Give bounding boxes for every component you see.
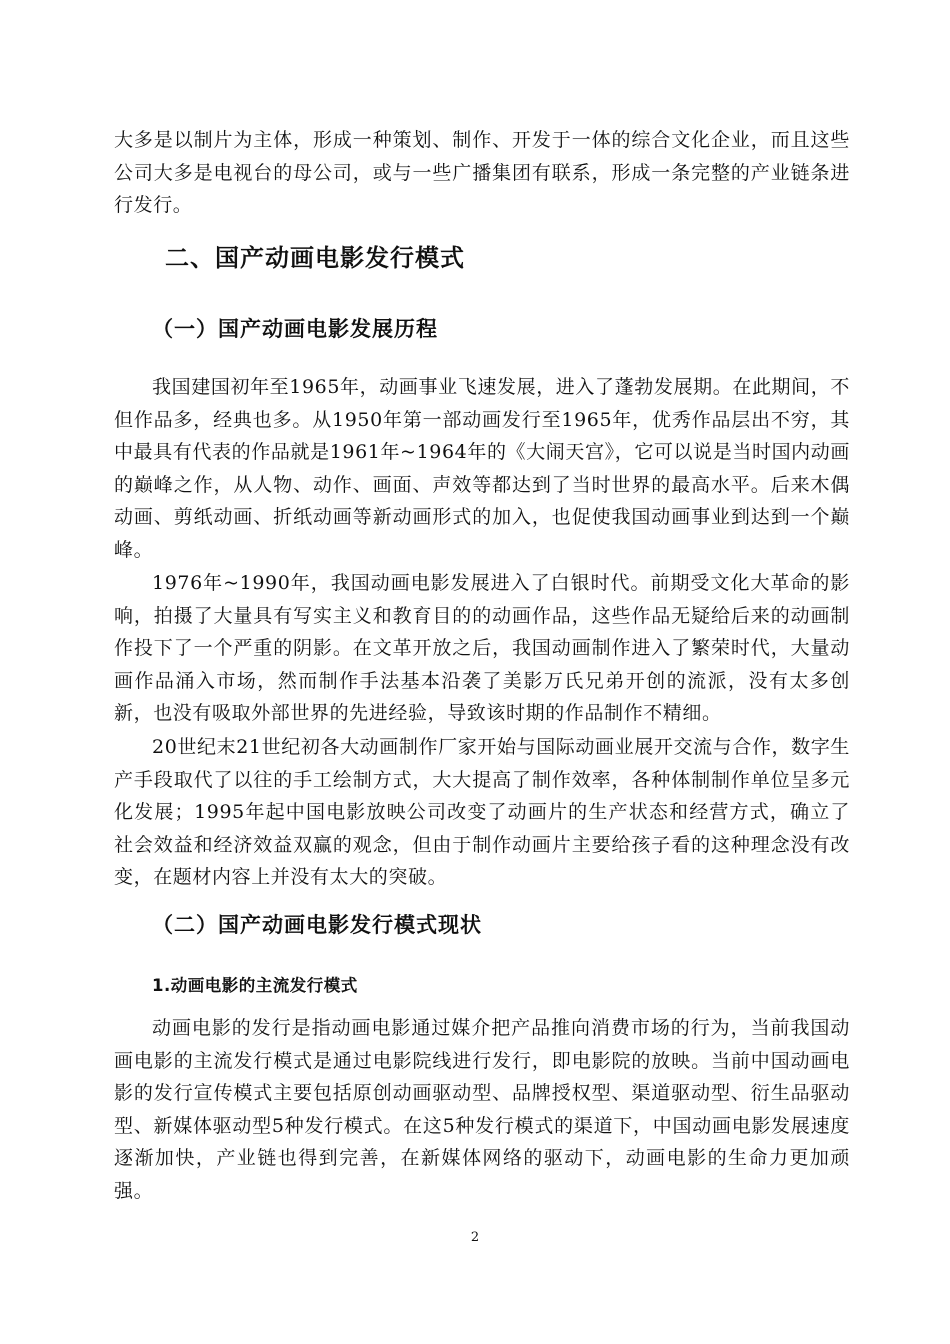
body-paragraph: 20世纪末21世纪初各大动画制作厂家开始与国际动画业展开交流与合作，数字生产手段取代了以往的手工绘制方式，大大提高了制作效率，各种体制制作单位呈多元化发展；1995年起中国电影放映公司改变了动画片的生产状态和经营方式，确立了社会效益和经济效益双赢的观念，但由于制作动画片主要给孩子看的这种理念没有改变，在题材内容上并没有太大的突破。 xyxy=(114,736,850,889)
section-heading: 二、国产动画电影发行模式 xyxy=(165,244,465,272)
item-heading: 1.动画电影的主流发行模式 xyxy=(152,976,358,995)
page-number: 2 xyxy=(470,1230,480,1245)
body-paragraph: 动画电影的发行是指动画电影通过媒介把产品推向消费市场的行为，当前我国动画电影的主流发行模式是通过电影院线进行发行，即电影院的放映。当前中国动画电影的发行宣传模式主要包括原创动画驱动型、品牌授权型、渠道驱动型、衍生品驱动型、新媒体驱动型5种发行模式。在这5种发行模式的渠道下，中国动画电影发展速度逐渐加快，产业链也得到完善，在新媒体网络的驱动下，动画电影的生命力更加顽强。 xyxy=(114,1017,850,1202)
subsection-heading: （二）国产动画电影发行模式现状 xyxy=(152,913,482,937)
body-paragraph: 1976年~1990年，我国动画电影发展进入了白银时代。前期受文化大革命的影响，拍摄了大量具有写实主义和教育目的的动画作品，这些作品无疑给后来的动画制作投下了一个严重的阴影。在文革开放之后，我国动画制作进入了繁荣时代，大量动画作品涌入市场，然而制作手法基本沿袭了美影万氏兄弟开创的流派，没有太多创新，也没有吸取外部世界的先进经验，导致该时期的作品制作不精细。 xyxy=(114,572,850,725)
subsection-heading: （一）国产动画电影发展历程 xyxy=(152,317,438,341)
body-paragraph: 我国建国初年至1965年，动画事业飞速发展，进入了蓬勃发展期。在此期间，不但作品多，经典也多。从1950年第一部动画发行至1965年，优秀作品层出不穷，其中最具有代表的作品就是1961年~1964年的《大闹天宫》，它可以说是当时国内动画的巅峰之作，从人物、动作、画面、声效等都达到了当时世界的最高水平。后来木偶动画、剪纸动画、折纸动画等新动画形式的加入，也促使我国动画事业到达到一个巅峰。 xyxy=(114,376,850,561)
intro-paragraph: 大多是以制片为主体，形成一种策划、制作、开发于一体的综合文化企业，而且这些公司大多是电视台的母公司，或与一些广播集团有联系，形成一条完整的产业链条进行发行。 xyxy=(114,129,850,217)
